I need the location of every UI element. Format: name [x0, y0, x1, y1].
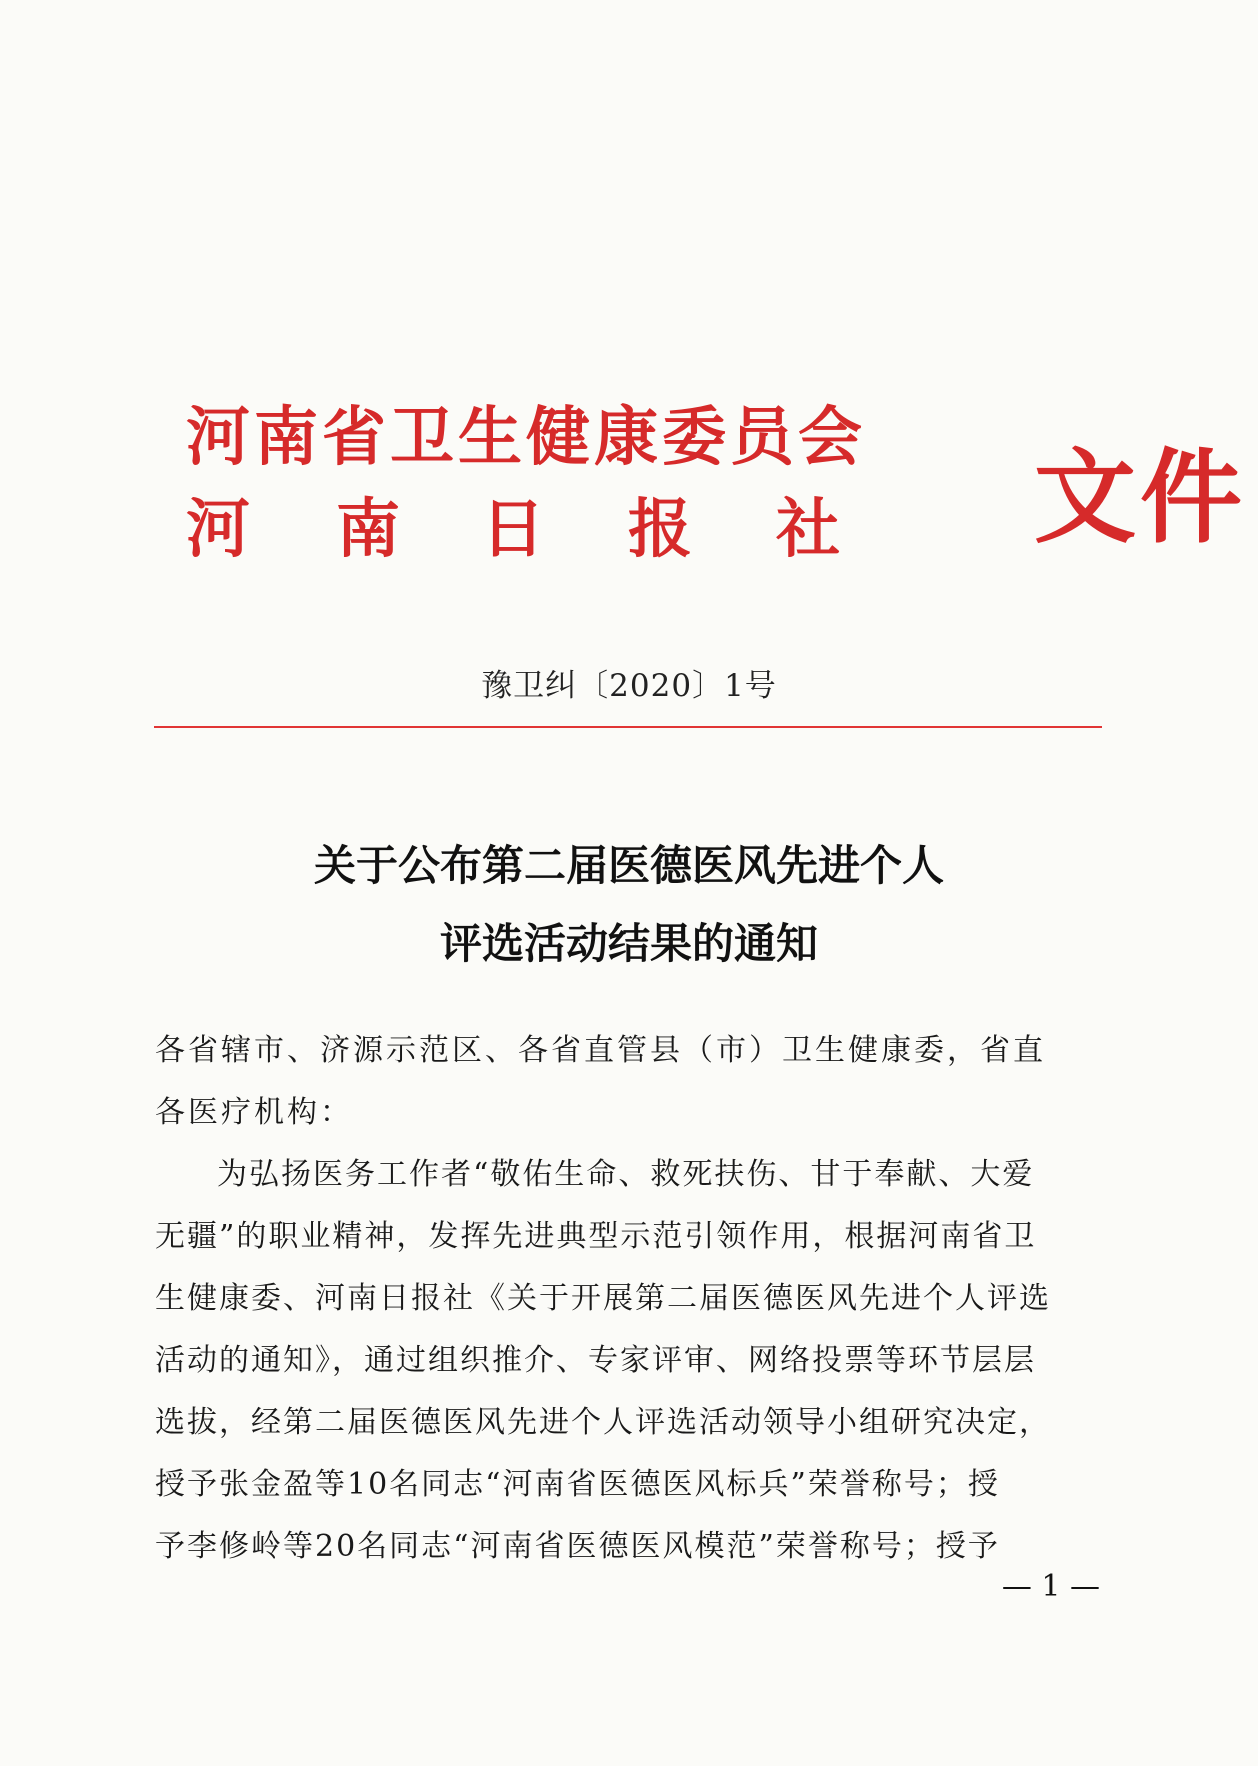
paragraph-line: 授予张金盈等10名同志“河南省医德医风标兵”荣誉称号；授 — [155, 1467, 1000, 1502]
page-number: — 1 — — [1001, 1569, 1100, 1604]
newspaper-char: 日 — [481, 493, 545, 567]
newspaper-char: 社 — [776, 493, 840, 567]
paragraph-line: 为弘扬医务工作者“敬佑生命、救死扶伤、甘于奉献、大爱 — [217, 1157, 1035, 1192]
paragraph-line: 选拔，经第二届医德医风先进个人评选活动领导小组研究决定， — [155, 1405, 1051, 1440]
newspaper-char: 报 — [628, 493, 692, 567]
newspaper-char: 南 — [336, 493, 400, 567]
document-type-label: 文件 — [1034, 439, 1246, 558]
paragraph-line: 予李修岭等20名同志“河南省医德医风模范”荣誉称号；授予 — [155, 1529, 1000, 1564]
notice-title-line-2: 评选活动结果的通知 — [439, 919, 818, 968]
salutation-line-2: 各医疗机构： — [155, 1095, 353, 1130]
body-paragraph — [155, 1144, 1100, 1578]
paragraph-line: 活动的通知》，通过组织推介、专家评审、网络投票等环节层层 — [155, 1343, 1036, 1378]
notice-title-line-1: 关于公布第二届医德医风先进个人 — [313, 841, 944, 890]
newspaper-char: 河 — [186, 493, 250, 567]
paragraph-line: 生健康委、河南日报社《关于开展第二届医德医风先进个人评选 — [155, 1281, 1051, 1316]
red-separator-line — [154, 726, 1102, 728]
issuing-authority-health-commission: 河南省卫生健康委员会 — [186, 401, 866, 475]
salutation-line-1: 各省辖市、济源示范区、各省直管县（市）卫生健康委，省直 — [155, 1033, 1046, 1068]
document-number: 豫卫纠〔2020〕1号 — [481, 668, 777, 704]
paragraph-line: 无疆”的职业精神，发挥先进典型示范引领作用，根据河南省卫 — [155, 1219, 1037, 1254]
red-header — [186, 401, 1246, 572]
